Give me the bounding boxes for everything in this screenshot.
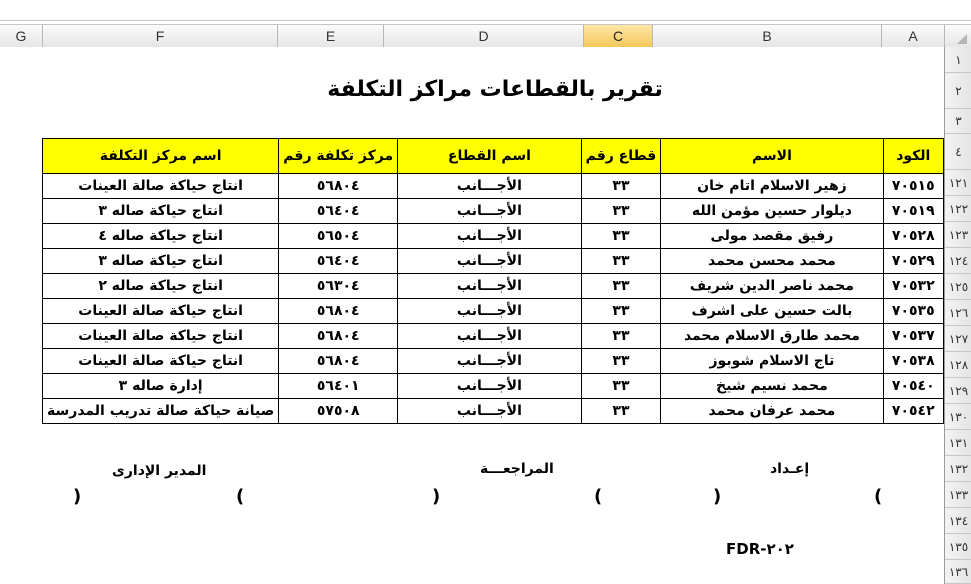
- table-row: [43, 174, 944, 199]
- cell-sector-name[interactable]: الأجـــانب: [398, 174, 581, 199]
- signature-paren-prepared-right: ): [713, 486, 722, 507]
- signature-paren-review-left: (: [594, 486, 603, 507]
- cell-name[interactable]: بالت حسين على اشرف: [661, 299, 883, 324]
- cell-sector-name[interactable]: الأجـــانب: [398, 374, 581, 399]
- col-header-e[interactable]: E: [277, 25, 383, 47]
- row-header[interactable]: ١٣١: [945, 430, 971, 456]
- row-header[interactable]: ١٣٣: [945, 482, 971, 508]
- cell-sector-no[interactable]: ٣٣: [581, 274, 661, 299]
- cell-name[interactable]: تاج الاسلام شوبوز: [661, 349, 883, 374]
- cell-cost-center-name[interactable]: انتاج حياكة صاله ٣: [43, 199, 279, 224]
- cell-cost-center-no[interactable]: ٥٦٤٠١: [279, 374, 398, 399]
- row-headers: [944, 47, 971, 584]
- table-row: [43, 299, 944, 324]
- cell-cost-center-name[interactable]: انتاج حياكة صالة العينات: [43, 324, 279, 349]
- report-title: تقرير بالقطاعات مراكز التكلفة: [327, 77, 663, 102]
- cell-sector-no[interactable]: ٣٣: [581, 299, 661, 324]
- table-row: [43, 324, 944, 349]
- col-header-b[interactable]: B: [652, 25, 881, 47]
- cell-cost-center-no[interactable]: ٥٦٨٠٤: [279, 324, 398, 349]
- row-header[interactable]: ١٢٩: [945, 378, 971, 404]
- col-header-a[interactable]: A: [881, 25, 944, 47]
- cell-sector-no[interactable]: ٣٣: [581, 224, 661, 249]
- cell-code[interactable]: ٧٠٥٣٢: [883, 274, 943, 299]
- cell-code[interactable]: ٧٠٥١٥: [883, 174, 943, 199]
- cell-code[interactable]: ٧٠٥٤٠: [883, 374, 943, 399]
- table-row: [43, 374, 944, 399]
- select-all-corner[interactable]: [944, 25, 971, 47]
- row-header[interactable]: ١٢٢: [945, 196, 971, 222]
- row-header[interactable]: ١٢١: [945, 170, 971, 196]
- cell-name[interactable]: محمد عرفان محمد: [661, 399, 883, 424]
- cell-sector-no[interactable]: ٣٣: [581, 199, 661, 224]
- report-table: [42, 138, 944, 424]
- cell-sector-no[interactable]: ٣٣: [581, 249, 661, 274]
- cell-code[interactable]: ٧٠٥٣٧: [883, 324, 943, 349]
- cell-sector-no[interactable]: ٣٣: [581, 174, 661, 199]
- col-header-g[interactable]: G: [15, 28, 27, 44]
- cell-code[interactable]: ٧٠٥٢٩: [883, 249, 943, 274]
- cell-cost-center-name[interactable]: إدارة صاله ٣: [43, 374, 279, 399]
- header-sector-no[interactable]: قطاع رقم: [581, 139, 661, 174]
- row-header[interactable]: ١٢٥: [945, 274, 971, 300]
- signature-paren-prepared-left: (: [874, 486, 883, 507]
- row-header[interactable]: ١: [945, 47, 971, 73]
- cell-cost-center-no[interactable]: ٥٦٨٠٤: [279, 299, 398, 324]
- col-header-d[interactable]: D: [383, 25, 583, 47]
- cell-cost-center-no[interactable]: ٥٦٨٠٤: [279, 174, 398, 199]
- cell-sector-name[interactable]: الأجـــانب: [398, 399, 581, 424]
- table-row: [43, 224, 944, 249]
- signature-paren-review-right: ): [432, 486, 441, 507]
- cell-code[interactable]: ٧٠٥٣٥: [883, 299, 943, 324]
- worksheet-grid[interactable]: [0, 47, 944, 584]
- cell-cost-center-name[interactable]: انتاج حياكة صالة العينات: [43, 299, 279, 324]
- cell-cost-center-no[interactable]: ٥٦٥٠٤: [279, 224, 398, 249]
- row-header[interactable]: ١٣٥: [945, 534, 971, 560]
- table-row: [43, 199, 944, 224]
- signature-paren-admin-right: ): [73, 486, 82, 507]
- table-row: [43, 349, 944, 374]
- header-cost-center-no[interactable]: مركز تكلفة رقم: [279, 139, 398, 174]
- row-header[interactable]: ١٢٤: [945, 248, 971, 274]
- header-cost-center-name[interactable]: اسم مركز التكلفة: [43, 139, 279, 174]
- cell-code[interactable]: ٧٠٥٣٨: [883, 349, 943, 374]
- row-header[interactable]: ١٢٨: [945, 352, 971, 378]
- signature-review-label: المراجعـــة: [480, 461, 554, 477]
- table-header-row: [43, 139, 944, 174]
- cell-sector-no[interactable]: ٣٣: [581, 399, 661, 424]
- cell-sector-no[interactable]: ٣٣: [581, 374, 661, 399]
- signature-admin-manager-label: المدير الإدارى: [112, 463, 207, 479]
- cell-sector-no[interactable]: ٣٣: [581, 324, 661, 349]
- row-header[interactable]: ٢: [945, 73, 971, 109]
- cell-cost-center-no[interactable]: ٥٦٨٠٤: [279, 349, 398, 374]
- signature-paren-admin-left: (: [236, 486, 245, 507]
- row-header[interactable]: ١٢٣: [945, 222, 971, 248]
- row-header[interactable]: ١٣٠: [945, 404, 971, 430]
- cell-code[interactable]: ٧٠٥٤٢: [883, 399, 943, 424]
- cell-cost-center-name[interactable]: انتاج حياكة صالة العينات: [43, 349, 279, 374]
- cell-sector-name[interactable]: الأجـــانب: [398, 224, 581, 249]
- cell-cost-center-name[interactable]: انتاج حياكة صالة العينات: [43, 174, 279, 199]
- cell-sector-name[interactable]: الأجـــانب: [398, 249, 581, 274]
- row-header[interactable]: ١٣٢: [945, 456, 971, 482]
- cell-name[interactable]: زهير الاسلام اتام خان: [661, 174, 883, 199]
- cell-cost-center-no[interactable]: ٥٦٤٠٤: [279, 249, 398, 274]
- cell-cost-center-name[interactable]: انتاج حياكة صاله ٤: [43, 224, 279, 249]
- table-row: [43, 399, 944, 424]
- col-header-f[interactable]: F: [42, 25, 277, 47]
- select-all-triangle-icon: [957, 34, 967, 44]
- cell-name[interactable]: محمد محسن محمد: [661, 249, 883, 274]
- cell-sector-no[interactable]: ٣٣: [581, 349, 661, 374]
- row-header[interactable]: ١٣٤: [945, 508, 971, 534]
- cell-cost-center-name[interactable]: انتاج حياكة صاله ٣: [43, 249, 279, 274]
- cell-sector-name[interactable]: الأجـــانب: [398, 324, 581, 349]
- cell-cost-center-name[interactable]: صيانة حياكة صالة تدريب المدرسة: [43, 399, 279, 424]
- header-name[interactable]: الاسم: [661, 139, 883, 174]
- cell-name[interactable]: محمد نسيم شيخ: [661, 374, 883, 399]
- cell-name[interactable]: محمد طارق الاسلام محمد: [661, 324, 883, 349]
- cell-cost-center-no[interactable]: ٥٦٤٠٤: [279, 199, 398, 224]
- row-header[interactable]: ٣: [945, 109, 971, 134]
- cell-code[interactable]: ٧٠٥١٩: [883, 199, 943, 224]
- header-sector-name[interactable]: اسم القطاع: [398, 139, 581, 174]
- cell-sector-name[interactable]: الأجـــانب: [398, 199, 581, 224]
- column-header-row: [0, 24, 971, 48]
- row-header[interactable]: ١٢٧: [945, 326, 971, 352]
- cell-sector-name[interactable]: الأجـــانب: [398, 299, 581, 324]
- signature-prepared-label: إعـداد: [770, 461, 810, 477]
- cell-cost-center-no[interactable]: ٥٦٣٠٤: [279, 274, 398, 299]
- form-code: FDR-٢٠٢: [726, 540, 794, 558]
- cell-sector-name[interactable]: الأجـــانب: [398, 349, 581, 374]
- row-header[interactable]: ٤: [945, 134, 971, 170]
- cell-name[interactable]: ديلوار حسين مؤمن الله: [661, 199, 883, 224]
- cell-name[interactable]: رفيق مقصد مولى: [661, 224, 883, 249]
- cell-sector-name[interactable]: الأجـــانب: [398, 274, 581, 299]
- cell-cost-center-name[interactable]: انتاج حياكة صاله ٢: [43, 274, 279, 299]
- cell-name[interactable]: محمد ناصر الدين شريف: [661, 274, 883, 299]
- table-row: [43, 274, 944, 299]
- row-header[interactable]: ١٢٦: [945, 300, 971, 326]
- table-body: [43, 174, 944, 424]
- table-row: [43, 249, 944, 274]
- col-header-c[interactable]: C: [583, 25, 652, 47]
- cell-code[interactable]: ٧٠٥٢٨: [883, 224, 943, 249]
- formula-bar[interactable]: [0, 0, 971, 21]
- cell-cost-center-no[interactable]: ٥٧٥٠٨: [279, 399, 398, 424]
- header-code[interactable]: الكود: [883, 139, 943, 174]
- row-header[interactable]: ١٣٦: [945, 560, 971, 584]
